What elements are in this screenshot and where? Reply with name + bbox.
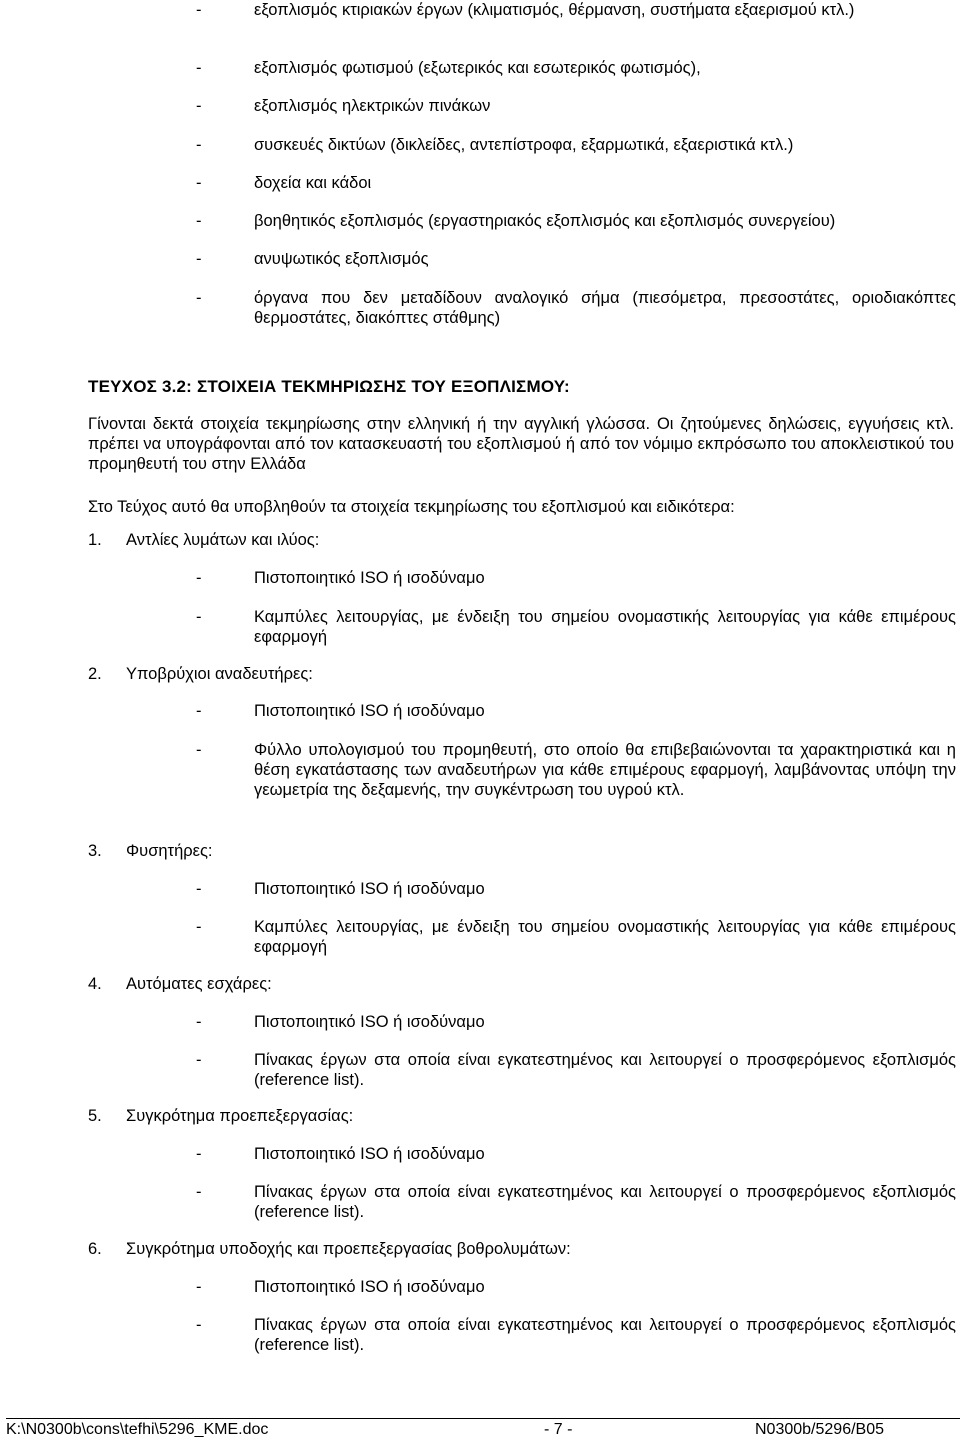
list-item: - Πιστοποιητικό ISO ή ισοδύναμο [196, 568, 956, 588]
list-dash: - [196, 136, 202, 154]
list-item: - Πίνακας έργων στα οποία είναι εγκατεστημένος και λειτουργεί ο προσφερόμενος εξοπλισμός (reference list). [196, 1051, 956, 1089]
list-item: - Καμπύλες λειτουργίας, με ένδειξη του σημείου ονομαστικής λειτουργίας για κάθε επιμέρους εφαρμογή [196, 608, 956, 646]
list-item-text: εξοπλισμός κτιριακών έργων (κλιματισμός, θέρμανση, συστήματα εξαερισμού κτλ.) [254, 1, 855, 19]
list-item [196, 58, 956, 78]
list-item-text: Πίνακας έργων στα οποία είναι εγκατεστημένος και λειτουργεί ο προσφερόμενος εξοπλισμός (reference list). [254, 1316, 956, 1354]
list-item [196, 96, 956, 116]
item-title: Αντλίες λυμάτων και ιλύος: [126, 531, 320, 549]
list-item [196, 211, 956, 231]
list-item-text: εξοπλισμός φωτισμού (εξωτερικός και εσωτερικός φωτισμός), [254, 59, 701, 77]
list-item-text: δοχεία και κάδοι [254, 174, 372, 192]
item-title: Συγκρότημα προεπεξεργασίας: [126, 1107, 354, 1125]
item-number: 4. [88, 975, 102, 993]
list-item-text: Πιστοποιητικό ISO ή ισοδύναμο [254, 1013, 485, 1031]
list-item: - Φύλλο υπολογισμού του προμηθευτή, στο οποίο θα επιβεβαιώνονται τα χαρακτηριστικά και η θέση εγκατάστασης των αναδευτήρων για κάθε επιμέρους εφαρμογή, λαμβάνοντας υπόψη την γεωμετρία της δεξαμενής, την συγκέντρωση του υγρού κτλ. [196, 741, 956, 799]
item-number: 1. [88, 531, 102, 549]
list-item-text: Πίνακας έργων στα οποία είναι εγκατεστημένος και λειτουργεί ο προσφερόμενος εξοπλισμός (reference list). [254, 1051, 956, 1089]
item-title: Υποβρύχιοι αναδευτήρες: [126, 665, 313, 683]
item-title: Συγκρότημα υποδοχής και προεπεξεργασίας βοθρολυμάτων: [126, 1240, 571, 1258]
list-item-text: Καμπύλες λειτουργίας, με ένδειξη του σημείου ονομαστικής λειτουργίας για κάθε επιμέρους εφαρμογή [254, 918, 956, 956]
list-dash: - [196, 97, 202, 115]
item-number: 3. [88, 842, 102, 860]
section-heading: ΤΕΥΧΟΣ 3.2: ΣΤΟΙΧΕΙΑ ΤΕΚΜΗΡΙΩΣΗΣ ΤΟΥ ΕΞΟΠΛΙΣΜΟΥ: [88, 377, 570, 396]
list-item: - Πιστοποιητικό ISO ή ισοδύναμο [196, 1012, 956, 1032]
list-item: - Καμπύλες λειτουργίας, με ένδειξη του σημείου ονομαστικής λειτουργίας για κάθε επιμέρους εφαρμογή [196, 918, 956, 956]
list-item-text: ανυψωτικός εξοπλισμός [254, 250, 429, 268]
item-number: 5. [88, 1107, 102, 1125]
list-item-text: βοηθητικός εξοπλισμός (εργαστηριακός εξοπλισμός και εξοπλισμός συνεργείου) [254, 212, 836, 230]
intro-paragraph: Γίνονται δεκτά στοιχεία τεκμηρίωσης στην ελληνική ή την αγγλική γλώσσα. Οι ζητούμενες δηλώσεις, εγγυήσεις κτλ. πρέπει να υπογράφονται από τον κατασκευαστή του εξοπλισμού ή από τον νόμιμο εκπρόσωπο του αποκλειστικού του προμηθευτή του στην Ελλάδα [88, 415, 954, 473]
list-item-text: Πιστοποιητικό ISO ή ισοδύναμο [254, 1145, 485, 1163]
list-dash: - [196, 250, 202, 268]
list-item-text: όργανα που δεν μεταδίδουν αναλογικό σήμα (πιεσόμετρα, πρεσοστάτες, οριοδιακόπτες θερμοστάτες, διακόπτες στάθμης) [254, 289, 956, 327]
numbered-item-heading [88, 530, 319, 550]
list-item: - Πιστοποιητικό ISO ή ισοδύναμο [196, 701, 956, 721]
list-dash: - [196, 289, 202, 307]
list-item-text: εξοπλισμός ηλεκτρικών πινάκων [254, 97, 491, 115]
list-item-text: Φύλλο υπολογισμού του προμηθευτή, στο οποίο θα επιβεβαιώνονται τα χαρακτηριστικά και η θέση εγκατάστασης των αναδευτήρων για κάθε επιμέρους εφαρμογή, λαμβάνοντας υπόψη την γεωμετρία της δεξαμενής, την συγκέντρωση του υγρού κτλ. [254, 741, 956, 799]
list-item: - Πιστοποιητικό ISO ή ισοδύναμο [196, 1277, 956, 1297]
footer-divider [6, 1418, 960, 1419]
list-item: - Πίνακας έργων στα οποία είναι εγκατεστημένος και λειτουργεί ο προσφερόμενος εξοπλισμός (reference list). [196, 1316, 956, 1354]
numbered-item-heading [88, 974, 272, 994]
list-item [196, 0, 956, 20]
list-item: - Πιστοποιητικό ISO ή ισοδύναμο [196, 1144, 956, 1164]
list-item-text: Πίνακας έργων στα οποία είναι εγκατεστημένος και λειτουργεί ο προσφερόμενος εξοπλισμός (reference list). [254, 1183, 956, 1221]
numbered-item-heading [88, 664, 313, 684]
item-title: Αυτόματες εσχάρες: [126, 975, 272, 993]
list-item [196, 288, 956, 328]
footer-document-code: N0300b/5296/B05 [755, 1421, 884, 1438]
list-dash: - [196, 174, 202, 192]
numbered-item-heading [88, 841, 213, 861]
footer-file-path: K:\N0300b\cons\tefhi\5296_KME.doc [6, 1421, 269, 1438]
numbered-item-heading [88, 1239, 571, 1259]
item-number: 6. [88, 1240, 102, 1258]
list-item-text: Πιστοποιητικό ISO ή ισοδύναμο [254, 569, 485, 587]
list-item: - Πίνακας έργων στα οποία είναι εγκατεστημένος και λειτουργεί ο προσφερόμενος εξοπλισμός (reference list). [196, 1183, 956, 1221]
list-item-text: συσκευές δικτύων (δικλείδες, αντεπίστροφα, εξαρμωτικά, εξαεριστικά κτλ.) [254, 136, 794, 154]
list-dash: - [196, 212, 202, 230]
footer-page-number: - 7 - [544, 1421, 573, 1438]
list-item-text: Καμπύλες λειτουργίας, με ένδειξη του σημείου ονομαστικής λειτουργίας για κάθε επιμέρους εφαρμογή [254, 608, 956, 646]
lead-paragraph: Στο Τεύχος αυτό θα υποβληθούν τα στοιχεία τεκμηρίωσης του εξοπλισμού και ειδικότερα: [88, 498, 735, 516]
list-item-text: Πιστοποιητικό ISO ή ισοδύναμο [254, 702, 485, 720]
list-item: - Πιστοποιητικό ISO ή ισοδύναμο [196, 879, 956, 899]
list-item [196, 173, 956, 193]
list-dash: - [196, 59, 202, 77]
item-title: Φυσητήρες: [126, 842, 213, 860]
list-item [196, 135, 956, 155]
numbered-item-heading [88, 1106, 353, 1126]
list-item-text: Πιστοποιητικό ISO ή ισοδύναμο [254, 1278, 485, 1296]
item-number: 2. [88, 665, 102, 683]
list-item-text: Πιστοποιητικό ISO ή ισοδύναμο [254, 880, 485, 898]
list-item [196, 249, 956, 269]
list-dash: - [196, 1, 202, 19]
